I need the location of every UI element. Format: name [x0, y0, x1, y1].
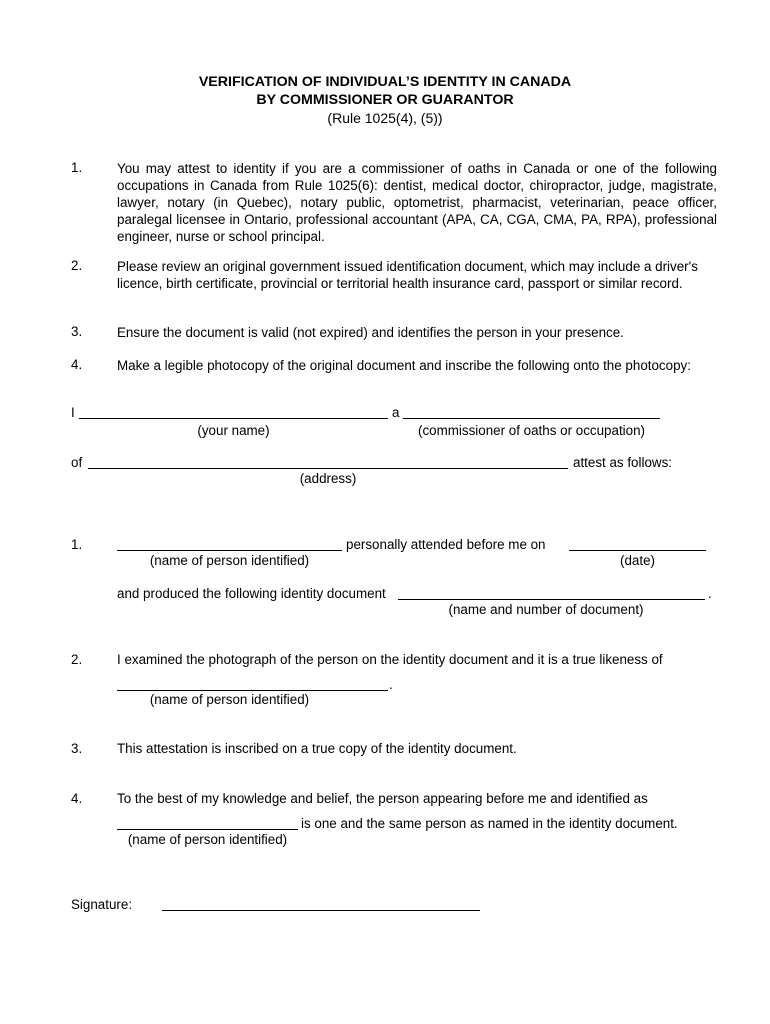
statement-4-text: To the best of my knowledge and belief, the person appearing before me and identified as [117, 791, 648, 806]
person-identified-field-1[interactable] [117, 550, 342, 551]
person-identified-caption-2: (name of person identified) [149, 692, 310, 707]
attended-text: personally attended before me on [346, 537, 546, 552]
i-label: I [71, 405, 75, 420]
document-period: . [708, 586, 712, 601]
statement-3-number: 3. [71, 741, 83, 756]
occupation-field[interactable] [403, 418, 660, 419]
signature-label: Signature: [71, 897, 133, 912]
instruction-3-text: Ensure the document is valid (not expired) and identifies the person in your presence. [117, 325, 624, 340]
address-field[interactable] [88, 468, 568, 469]
your-name-field[interactable] [79, 418, 388, 419]
document-caption: (name and number of document) [448, 602, 644, 617]
form-title-line1: VERIFICATION OF INDIVIDUAL’S IDENTITY IN CANADA [198, 74, 572, 90]
person-identified-field-3[interactable] [117, 829, 298, 830]
occupation-caption: (commissioner of oaths or occupation) [418, 423, 645, 438]
your-name-caption: (your name) [197, 423, 270, 438]
statement-2-text: I examined the photograph of the person on the identity document and it is a true likeness of [117, 652, 663, 667]
attest-text: attest as follows: [573, 455, 672, 470]
person-identified-field-2[interactable] [117, 690, 388, 691]
address-caption: (address) [299, 471, 357, 486]
instruction-2-text: Please review an original government issued identification document, which may include a driver's licence, birth certificate, provincial or territorial health insurance card, passport or similar record. [117, 259, 698, 291]
produced-text: and produced the following identity document [117, 586, 386, 601]
person-identified-caption-3: (name of person identified) [127, 832, 288, 847]
statement-4-number: 4. [71, 791, 83, 806]
instruction-1-number: 1. [71, 160, 83, 175]
instruction-3-number: 3. [71, 324, 83, 339]
instruction-4-text: Make a legible photocopy of the original document and inscribe the following onto the photocopy: [117, 358, 691, 373]
same-person-text: is one and the same person as named in the identity document. [301, 816, 678, 831]
instruction-2-number: 2. [71, 258, 83, 273]
signature-field[interactable] [162, 910, 480, 911]
date-caption: (date) [620, 553, 655, 568]
date-field[interactable] [569, 550, 706, 551]
of-label: of [71, 455, 83, 470]
instruction-4-number: 4. [71, 357, 83, 372]
statement-3-text: This attestation is inscribed on a true copy of the identity document. [117, 741, 517, 756]
document-field[interactable] [398, 599, 705, 600]
rule-reference: (Rule 1025(4), (5)) [327, 110, 443, 126]
statement-2-number: 2. [71, 652, 83, 667]
a-label: a [392, 405, 400, 420]
form-title-line2: BY COMMISSIONER OR GUARANTOR [256, 92, 514, 108]
statement-1-number: 1. [71, 537, 83, 552]
statement-2-period: . [389, 677, 393, 692]
instruction-1-text: You may attest to identity if you are a commissioner of oaths in Canada or one of the following occupations in Canada from Rule 1025(6): dentist, medical doctor, chiropractor, judge, magistrate, lawyer, notary (in Quebec), notary public, optometrist, pharmacist, veterinarian, peace officer, paralegal licensee in Ontario, professional accountant (APA, CA, CGA, CMA, PA, RPA), professional engineer, nurse or school principal. [117, 161, 717, 244]
person-identified-caption-1: (name of person identified) [149, 553, 310, 568]
